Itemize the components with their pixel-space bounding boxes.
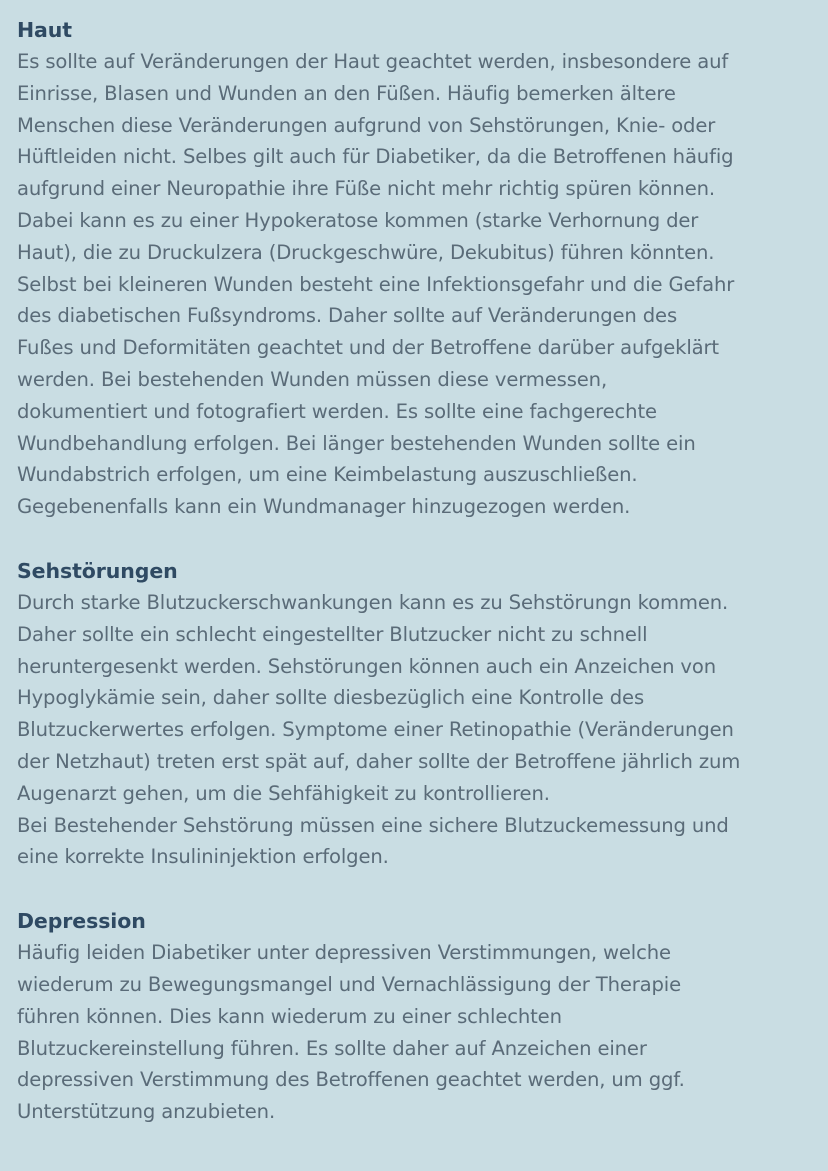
section-body [17, 937, 810, 1128]
text-line: Bei Bestehender Sehstörung müssen eine sichere Blutzuckemessung und [17, 813, 729, 837]
text-line: Durch starke Blutzuckerschwankungen kann es zu Sehstörungn kommen. [17, 590, 729, 614]
text-line: aufgrund einer Neuropathie ihre Füße nicht mehr richtig spüren können. [17, 177, 715, 201]
text-line: Wundbehandlung erfolgen. Bei länger bestehenden Wunden sollte ein [17, 431, 696, 455]
text-line: wiederum zu Bewegungsmangel und Vernachlässigung der Therapie [17, 972, 681, 996]
text-line: Haut), die zu Druckulzera (Druckgeschwüre, Dekubitus) führen könnten. [17, 240, 715, 264]
section-heading: Haut [17, 18, 72, 42]
text-line: Wundabstrich erfolgen, um eine Keimbelastung auszuschließen. [17, 463, 638, 487]
text-line: des diabetischen Fußsyndroms. Daher sollte auf Veränderungen des [17, 304, 678, 328]
section-sehstoerungen [17, 555, 810, 873]
text-line: Blutzuckerwertes erfolgen. Symptome einer Retinopathie (Veränderungen [17, 718, 734, 742]
text-line: werden. Bei bestehenden Wunden müssen diese vermessen, [17, 367, 608, 391]
text-line: eine korrekte Insulininjektion erfolgen. [17, 845, 389, 869]
text-line: depressiven Verstimmung des Betroffenen geachtet werden, um ggf. [17, 1068, 685, 1092]
text-line: Gegebenenfalls kann ein Wundmanager hinzugezogen werden. [17, 495, 631, 519]
text-line: Es sollte auf Veränderungen der Haut geachtet werden, insbesondere auf [17, 50, 729, 73]
text-line: Blutzuckereinstellung führen. Es sollte daher auf Anzeichen einer [17, 1036, 647, 1060]
text-line: führen können. Dies kann wiederum zu einer schlechten [17, 1004, 562, 1028]
text-line: Fußes und Deformitäten geachtet und der Betroffene darüber aufgeklärt [17, 336, 719, 360]
text-line: Augenarzt gehen, um die Sehfähigkeit zu kontrollieren. [17, 781, 550, 805]
text-line: Daher sollte ein schlecht eingestellter Blutzucker nicht zu schnell [17, 622, 648, 646]
text-line: Einrisse, Blasen und Wunden an den Füßen. Häufig bemerken ältere [17, 81, 676, 105]
section-depression [17, 905, 810, 1128]
text-line: Häufig leiden Diabetiker unter depressiven Verstimmungen, welche [17, 941, 671, 965]
section-heading: Depression [17, 909, 146, 934]
text-line: Hüftleiden nicht. Selbes gilt auch für Diabetiker, da die Betroffenen häufig [17, 145, 734, 169]
text-line: Unterstützung anzubieten. [17, 1100, 276, 1124]
text-line: der Netzhaut) treten erst spät auf, daher sollte der Betroffene jährlich zum [17, 749, 741, 773]
text-line: Selbst bei kleineren Wunden besteht eine Infektionsgefahr und die Gefahr [17, 272, 735, 296]
section-haut [17, 14, 810, 523]
text-line: Hypoglykämie sein, daher sollte diesbezüglich eine Kontrolle des [17, 686, 645, 710]
text-line: Menschen diese Veränderungen aufgrund von Sehstörungen, Knie- oder [17, 113, 716, 137]
section-heading: Sehstörungen [17, 558, 178, 583]
section-body [17, 587, 810, 873]
text-line: Dabei kann es zu einer Hypokeratose kommen (starke Verhornung der [17, 208, 699, 232]
section-body [17, 46, 810, 523]
text-line: heruntergesenkt werden. Sehstörungen können auch ein Anzeichen von [17, 654, 716, 678]
text-line: dokumentiert und fotografiert werden. Es sollte eine fachgerechte [17, 399, 657, 423]
